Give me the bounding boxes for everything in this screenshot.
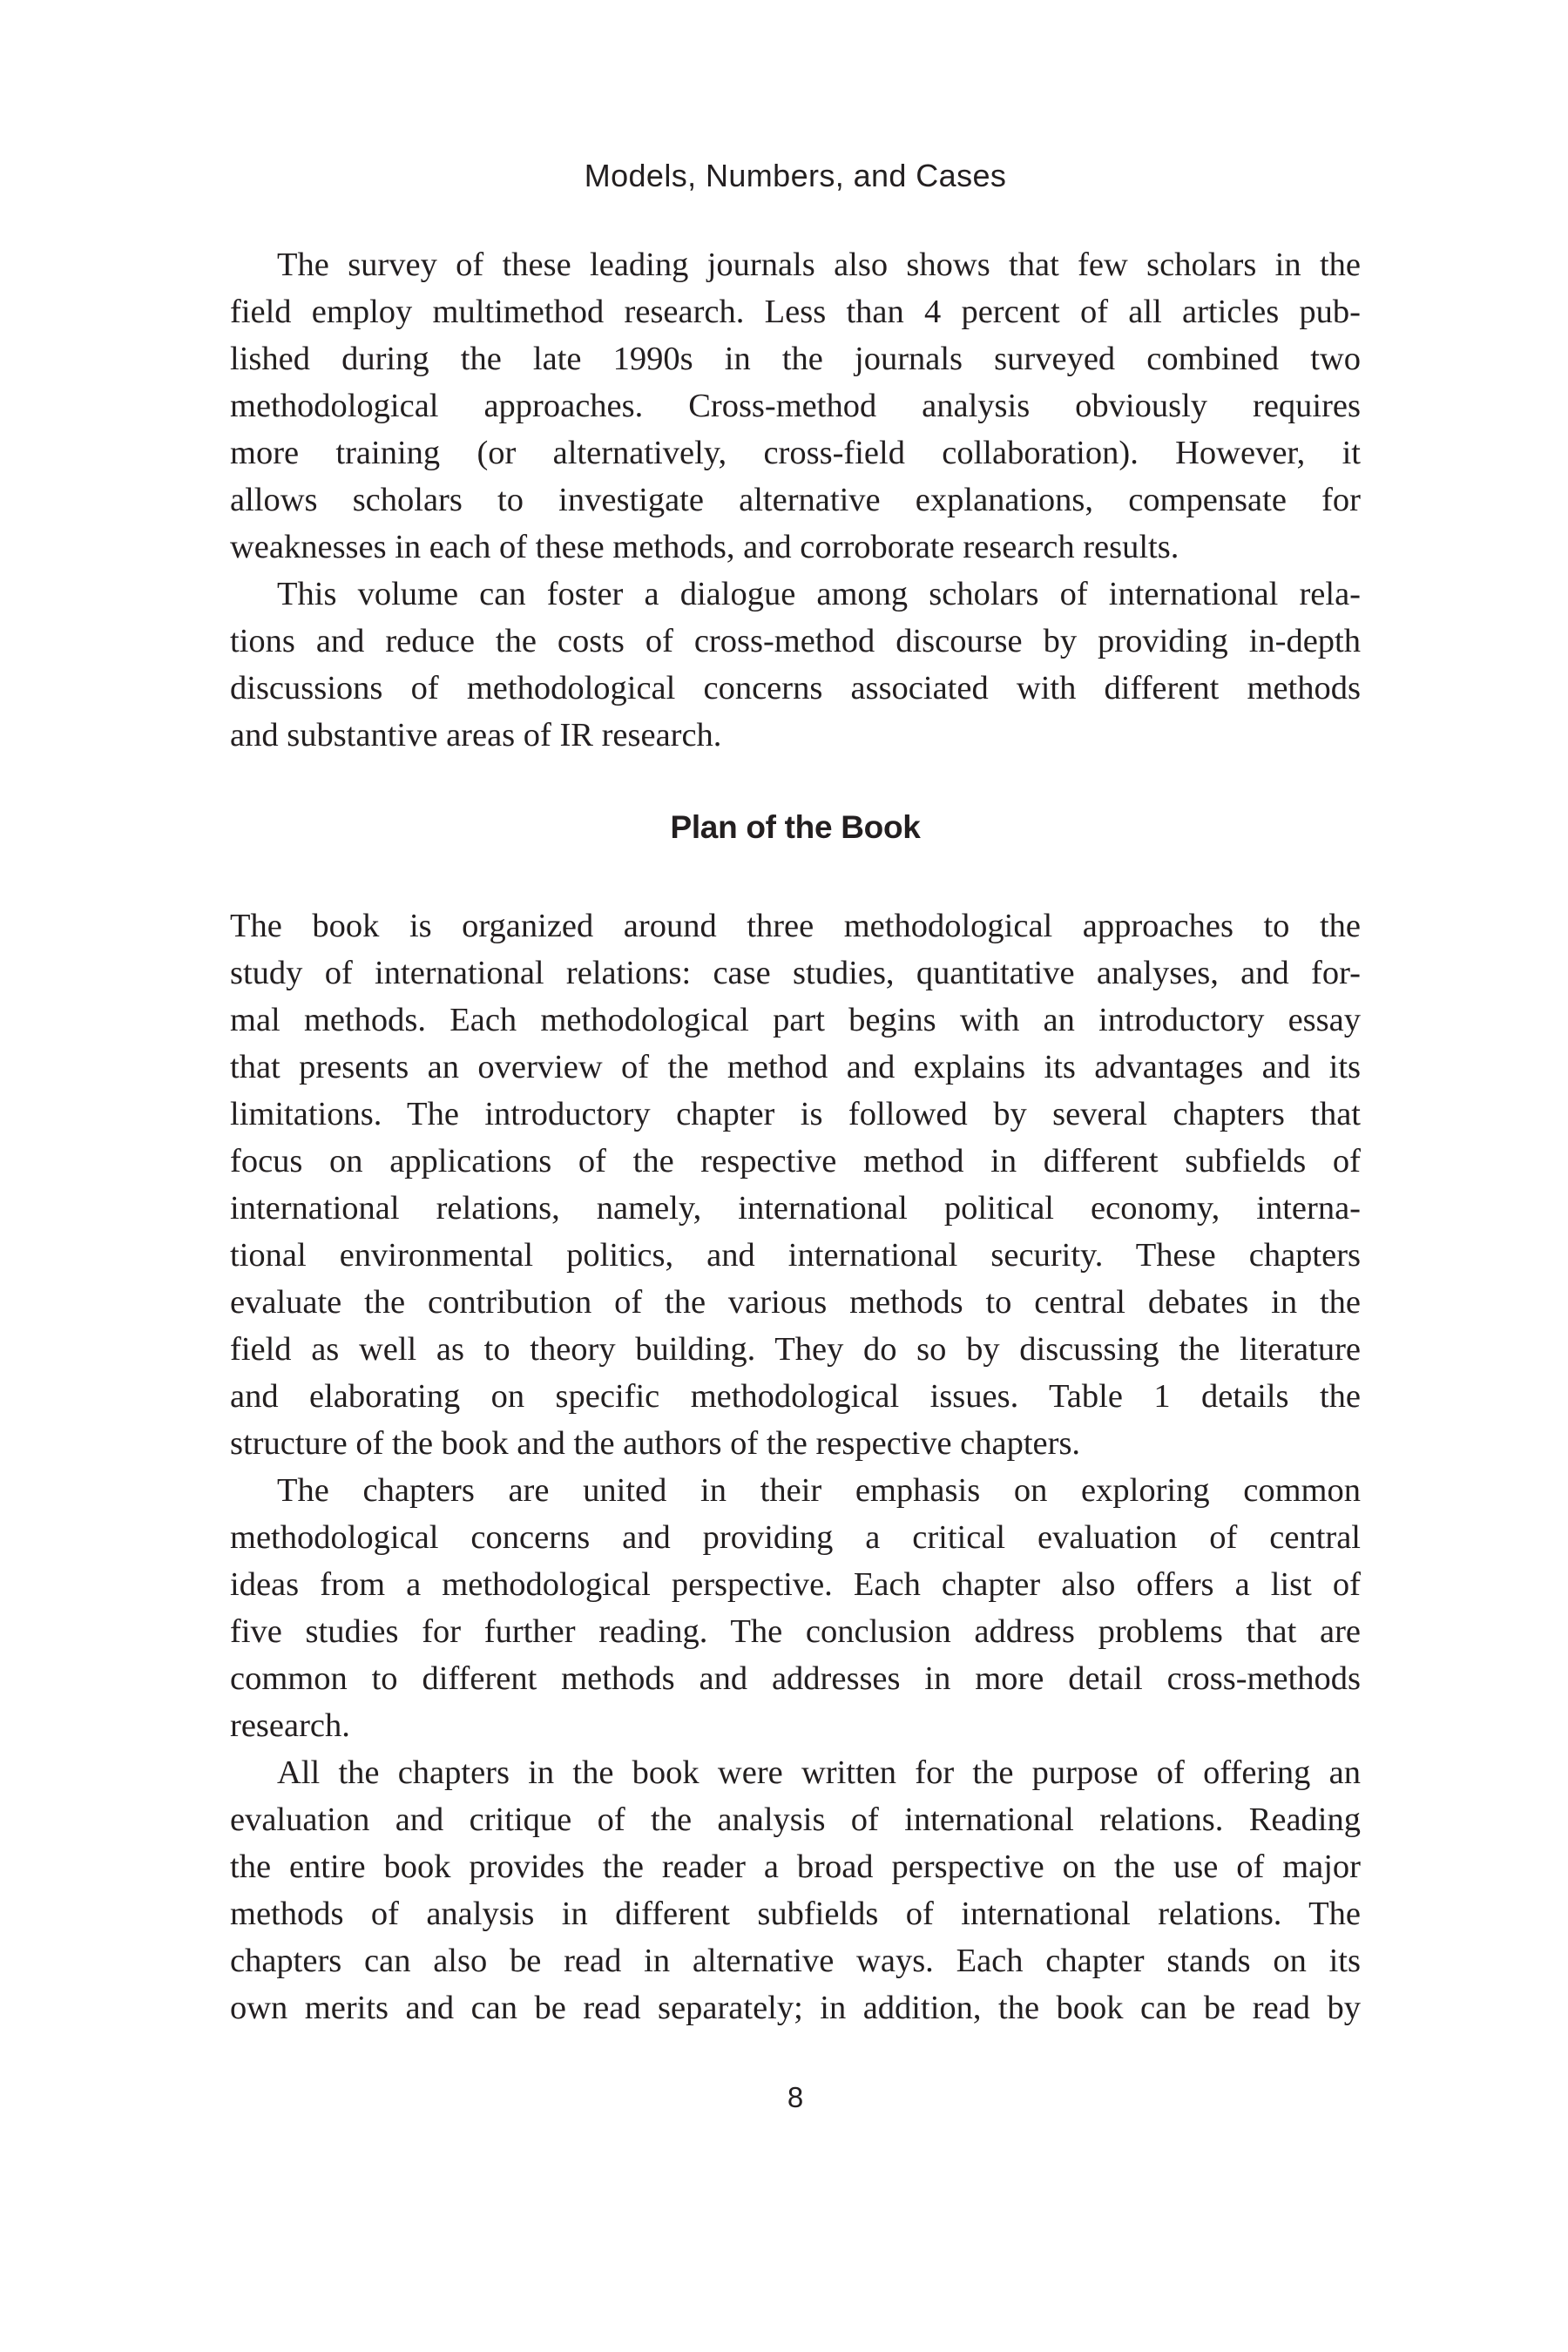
text-line: methods of analysis in different subfields of international relations. The <box>230 1896 1361 1932</box>
text-line: structure of the book and the authors of the respective chapters. <box>230 1425 1081 1462</box>
paragraph <box>230 1749 1361 2031</box>
text-line: The book is organized around three methodological approaches to the <box>230 908 1361 944</box>
text-line: that presents an overview of the method and explains its advantages and its <box>230 1049 1361 1085</box>
section-heading: Plan of the Book <box>670 809 921 845</box>
text-line: more training (or alternatively, cross-field collaboration). However, it <box>230 435 1361 471</box>
body-text-before-heading <box>230 241 1361 759</box>
text-line: chapters can also be read in alternative ways. Each chapter stands on its <box>230 1943 1361 1979</box>
paragraph <box>230 1467 1361 1749</box>
text-line: methodological approaches. Cross-method analysis obviously requires <box>230 388 1361 424</box>
text-line: evaluate the contribution of the various methods to central debates in the <box>230 1284 1361 1321</box>
text-line: This volume can foster a dialogue among scholars of international rela- <box>277 576 1361 612</box>
text-line: ideas from a methodological perspective. Each chapter also offers a list of <box>230 1566 1361 1603</box>
text-line: study of international relations: case studies, quantitative analyses, and for- <box>230 955 1361 991</box>
text-line: five studies for further reading. The conclusion address problems that are <box>230 1613 1361 1650</box>
paragraph <box>230 571 1361 759</box>
text-line: field as well as to theory building. They do so by discussing the literature <box>230 1331 1361 1368</box>
text-line: The survey of these leading journals also shows that few scholars in the <box>277 247 1361 283</box>
text-line: and substantive areas of IR research. <box>230 717 722 754</box>
text-line: field employ multimethod research. Less than 4 percent of all articles pub- <box>230 294 1361 330</box>
text-line: research. <box>230 1707 350 1744</box>
text-line: mal methods. Each methodological part begins with an introductory essay <box>230 1002 1361 1038</box>
text-line: allows scholars to investigate alternative explanations, compensate for <box>230 482 1361 518</box>
text-line: focus on applications of the respective method in different subfields of <box>230 1143 1361 1179</box>
text-line: lished during the late 1990s in the journals surveyed combined two <box>230 341 1361 377</box>
text-line: discussions of methodological concerns associated with different methods <box>230 670 1361 706</box>
running-head: Models, Numbers, and Cases <box>584 158 1007 193</box>
body-text-after-heading <box>230 902 1361 2031</box>
text-line: tional environmental politics, and international security. These chapters <box>230 1237 1361 1274</box>
text-line: common to different methods and addresses in more detail cross-methods <box>230 1660 1361 1697</box>
text-line: limitations. The introductory chapter is followed by several chapters that <box>230 1096 1361 1132</box>
paragraph <box>230 902 1361 1467</box>
text-line: All the chapters in the book were written for the purpose of offering an <box>277 1754 1361 1791</box>
text-line: international relations, namely, international political economy, interna- <box>230 1190 1361 1227</box>
text-line: methodological concerns and providing a critical evaluation of central <box>230 1519 1361 1556</box>
text-line: The chapters are united in their emphasis on exploring common <box>277 1472 1361 1509</box>
text-line: own merits and can be read separately; in addition, the book can be read by <box>230 1990 1361 2026</box>
text-line: tions and reduce the costs of cross-method discourse by providing in-depth <box>230 623 1361 659</box>
text-line: weaknesses in each of these methods, and corroborate research results. <box>230 529 1179 565</box>
text-line: and elaborating on specific methodological issues. Table 1 details the <box>230 1378 1361 1415</box>
paragraph <box>230 241 1361 571</box>
page-number: 8 <box>787 2081 804 2113</box>
text-line: the entire book provides the reader a broad perspective on the use of major <box>230 1848 1361 1885</box>
text-line: evaluation and critique of the analysis of international relations. Reading <box>230 1801 1361 1838</box>
